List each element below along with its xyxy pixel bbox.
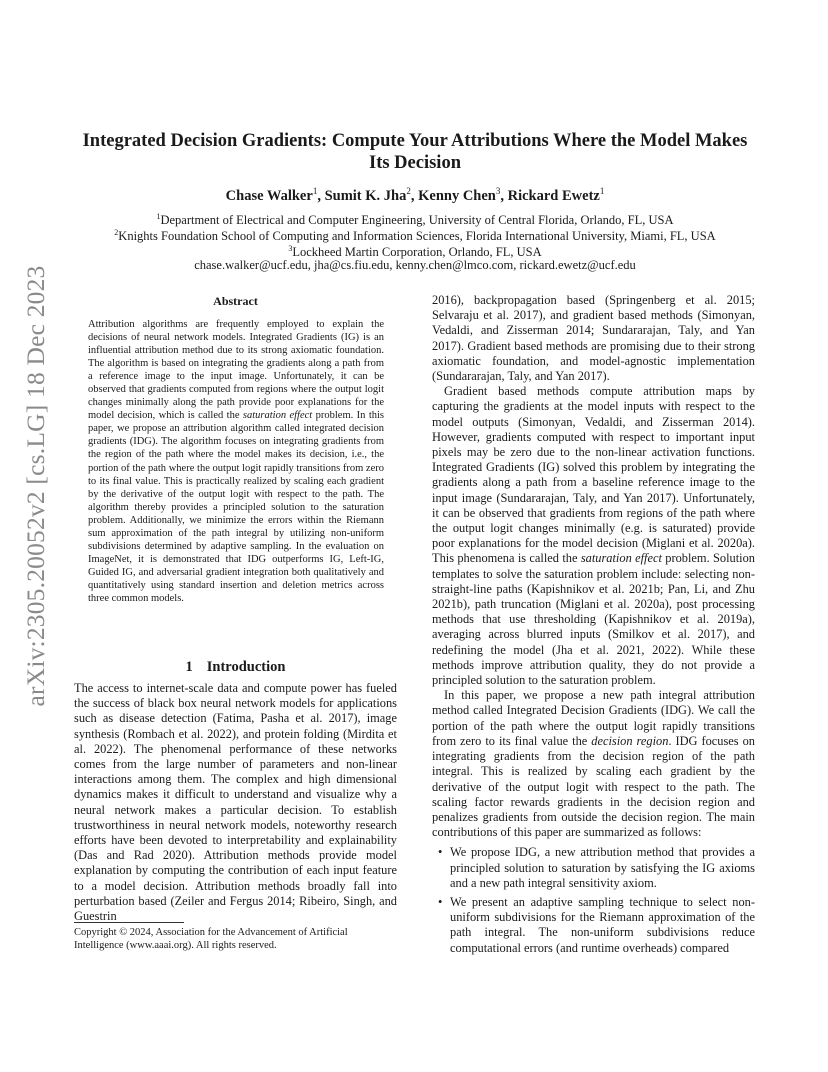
paper-title: Integrated Decision Gradients: Compute Your Attributions Where the Model Makes Its Decision <box>82 131 748 173</box>
author-name: Rickard Ewetz <box>507 187 600 204</box>
author-affiliation-mark: 3 <box>495 186 501 196</box>
paragraph-text: Gradient based methods compute attribution maps by capturing the gradients at the model inputs with respect to the model outputs (Simonyan, Vedaldi, and Zisserman 2014). However, gradients computed with respect to important input pixels may be zero due to the non-linear activation functions. Integrated Gradients (IG) solved this problem by integrating the gradients along a path from a baseline reference image to the input image (Sundararajan, Taly, and Yan 2017). Unfortunately, it can be observed that gradients from regions of the path where the output logit changes minimally (e.g. is saturated) provide poor explanations for the model decision (Miglani et al. 2020a). This phenomena is called the <box>432 384 755 566</box>
affiliation-mark: 2 <box>114 228 119 237</box>
abstract-body <box>88 318 384 605</box>
author-affiliation-mark: 2 <box>406 186 411 196</box>
paragraph-emphasis: saturation effect <box>580 551 662 566</box>
author-emails: chase.walker@ucf.edu, jha@cs.fiu.edu, kenny.chen@lmco.com, rickard.ewetz@ucf.edu <box>194 258 636 272</box>
bullet-icon: • <box>438 845 443 860</box>
affiliation-mark: 1 <box>156 212 161 221</box>
introduction-paragraph <box>432 384 755 688</box>
contribution-text: We present an adaptive sampling technique to select non-uniform subdivisions for the Riemann approximation of the path integral. The non-uniform subdivisions reduce computational errors (and runtime overheads) compared <box>450 894 755 955</box>
right-column <box>432 293 755 960</box>
paragraph-text: problem. Solution templates to solve the saturation problem include: selecting non-straight-line paths (Kapishnikov et al. 2021b; Pan, Li, and Zhu 2021b), path truncation (Miglani et al. 2020a), post processing methods that use thresholding (Kapishnikov et al. 2019a), averaging across blurred inputs (Smilkov et al. 2017), and redefining the model (Jha et al. 2021, 2022). While these methods improve attribution quality, they do not provide a principled solution to the saturation problem. <box>432 551 755 688</box>
copyright-footnote: Copyright © 2024, Association for the Advancement of Artificial Intelligence (www.aaai.org). All rights reserved. <box>74 927 348 952</box>
author-affiliation-mark: 1 <box>599 186 605 196</box>
author-name: Sumit K. Jha <box>324 187 407 204</box>
author-affiliation-mark: 1 <box>312 186 318 196</box>
introduction-paragraph: The access to internet-scale data and compute power has fueled the success of black box neural network models for applications such as disease detection (Fatima, Pasha et al. 2017), image synthesis (Rombach et al. 2022), and protein folding (Mirdita et al. 2022). The phenomenal performance of these networks comes from the large number of parameters and non-linear interactions among them. The complex and high dimensional dynamics makes it difficult to understand and visualize why a neural network makes a particular decision. To establish trustworthiness in neural network models, noteworthy research efforts have been devoted to interpretability and explainability (Das and Rad 2020). Attribution methods provide model explanation by computing the contribution of each input feature to a model decision. Attribution methods broadly fall into perturbation based (Zeiler and Fergus 2014; Ribeiro, Singh, and Guestrin <box>74 681 397 924</box>
section-heading-introduction <box>74 659 397 676</box>
abstract-heading: Abstract <box>213 294 258 308</box>
affiliation-text: Knights Foundation School of Computing and Information Sciences, Florida International University, Miami, FL, USA <box>118 229 716 244</box>
contribution-text: We propose IDG, a new attribution method that provides a principled solution to saturation by satisfying the IG axioms and a new path integral sensitivity axiom. <box>450 845 755 890</box>
introduction-continuation: 2016), backpropagation based (Springenberg et al. 2015; Selvaraju et al. 2017), and gradient based methods (Simonyan, Vedaldi, and Zisserman 2014; Sundararajan, Taly, and Yan 2017). Gradient based methods are promising due to their strong axiomatic foundation, and model-agnostic implementation (Sundararajan, Taly, and Yan 2017). <box>432 293 755 384</box>
abstract-text: Attribution algorithms are frequently employed to explain the decisions of neural network models. Integrated Gradients (IG) is an influential attribution method due to its strong axiomatic foundation. The algorithm is based on integrating the gradients along a path from a reference image to the input image. Unfortunately, it can be observed that gradients computed from regions where the output logit changes minimally along the path provide poor explanations for the model decision, which is called the <box>88 319 384 422</box>
paragraph-text: . IDG focuses on integrating gradients from the decision region of the path integral. This is realized by scaling each gradient by the derivative of the output logit with respect to the path. The scaling factor rewards gradients in the decision region and penalizes gradients from outside the decision region. The main contributions of this paper are summarized as follows: <box>432 733 755 840</box>
paragraph-emphasis: decision region <box>591 733 669 748</box>
affiliation-mark: 3 <box>288 244 293 253</box>
paragraph-text: In this paper, we propose a new path integral attribution method called Integrated Decision Gradients (IDG). We call the portion of the path where the output logit rapidly transitions from zero to its final value the <box>432 688 755 748</box>
abstract-text: problem. In this paper, we propose an attribution algorithm called integrated decision gradients (IDG). The algorithm focuses on integrating gradients from the region of the path where the model makes its decision, i.e., the portion of the path where the output logit rapidly transitions from zero to its final value. This is practically realized by scaling each gradient by the derivative of the output logit with respect to the path. The algorithm thereby provides a principled solution to the saturation problem. Additionally, we minimize the errors within the Riemann sum approximation of the path integral by utilizing non-uniform subdivisions determined by adaptive sampling. In the evaluation on ImageNet, it is demonstrated that IDG outperforms IG, Left-IG, Guided IG, and adversarial gradient integration both qualitatively and quantitatively using standard insertion and deletion metrics across three common models. <box>88 410 384 604</box>
contributions-list <box>432 845 755 955</box>
contribution-item <box>432 845 755 891</box>
introduction-paragraph <box>432 688 755 840</box>
author-list: Chase Walker$^1$, Sumit K. Jha$^2$, Kenny Chen$^3$, Rickard Ewetz$^1$ <box>225 186 605 204</box>
footnote-divider <box>74 922 184 923</box>
affiliation-text: Department of Electrical and Computer Engineering, University of Central Florida, Orlando, FL, USA <box>160 213 674 228</box>
affiliation-text: Lockheed Martin Corporation, Orlando, FL, USA <box>292 245 542 260</box>
section-number: 1 <box>185 659 193 675</box>
abstract-emphasis: saturation effect <box>242 410 313 422</box>
section-title: Introduction <box>206 659 286 675</box>
arxiv-stamp-text: arXiv:2305.20052v2 [cs.LG] 18 Dec 2023 <box>21 265 50 707</box>
arxiv-identifier-stamp <box>18 265 54 707</box>
contribution-item <box>432 895 755 956</box>
author-name: Kenny Chen <box>418 187 496 204</box>
author-name: Chase Walker <box>225 187 313 204</box>
bullet-icon: • <box>438 894 443 909</box>
